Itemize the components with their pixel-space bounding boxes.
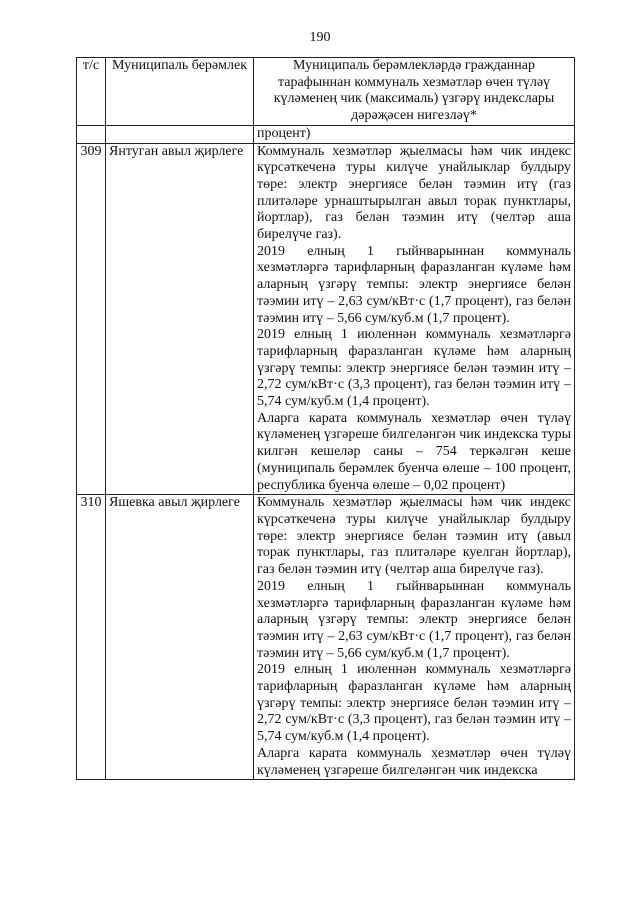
row-paragraph: 2019 елның 1 гыйнварыннан коммуналь хезмәтләргә тарифларның фаразланган күләме һәм аларның үзгәрү темпы: электр энергиясе белән тәэмин итү – 2,63 сум/кВт·с (1,7 процент), газ белән тәэмин итү – 5,66 сум/куб.м (1,7 процент).: [257, 578, 571, 661]
table-row: [77, 143, 575, 495]
row-paragraph: Аларга карата коммуналь хезмәтләр өчен түләү күләменең үзгәреше билгеләнгән чик индекска туры килгән кешеләр саны – 754 теркәлгән кеше (муниципаль берәмлек буенча өлеше – 100 процент, республика буенча өлеше – 0,02 процент): [257, 410, 571, 493]
header-municipality: Муниципаль берәмлек: [106, 58, 254, 126]
table-row: [77, 495, 575, 780]
row-number: 309: [77, 143, 106, 495]
header-description: Муниципаль берәмлекләрдә гражданнар тарафыннан коммуналь хезмәтләр өчен түләү күләменең чик (максималь) үзгәрү индекслары дәрәҗәсен нигезләү*: [254, 58, 575, 126]
table-header-row: [77, 58, 575, 126]
row-municipality: Янтуган авыл җирлеге: [106, 143, 254, 495]
utility-index-table: [76, 57, 575, 780]
row-paragraph: 2019 елның 1 гыйнварыннан коммуналь хезмәтләргә тарифларның фаразланган күләме һәм аларның үзгәрү темпы: электр энергиясе белән тәэмин итү – 2,63 сум/кВт·с (1,7 процент), газ белән тәэмин итү – 5,66 сум/куб.м (1,7 процент).: [257, 243, 571, 326]
row-paragraph: Коммуналь хезмәтләр җыелмасы һәм чик индекс күрсәткеченә туры килүче унайлыклар булдыру төре: электр энергиясе белән тәэмин итү (газ плитәләре урнаштырылган авыл торак пунктлары, йортлар), газ белән тәэмин итү (челтәр аша бирелүче газ).: [257, 143, 571, 243]
row-paragraph: Коммуналь хезмәтләр җыелмасы һәм чик индекс күрсәткеченә туры килүче унайлыклар булдыру төре: электр энергиясе белән тәэмин итү (авыл торак пунктлары, газ плитәләре куелган йортлар), газ белән тәэмин итү (челтәр аша бирелүче газ).: [257, 495, 571, 578]
page-number: 190: [309, 30, 331, 45]
row-municipality: Яшевка авыл җирлеге: [106, 495, 254, 780]
continuation-row: [77, 125, 575, 143]
row-paragraph: 2019 елның 1 июленнән коммуналь хезмәтләргә тарифларның фаразланган күләме һәм аларның үзгәрү темпы: электр энергиясе белән тәэмин итү – 2,72 сум/кВт·с (3,3 процент), газ белән тәэмин итү – 5,74 сум/куб.м (1,4 процент).: [257, 662, 571, 745]
row-description: [254, 143, 575, 495]
row-paragraph: 2019 елның 1 июленнән коммуналь хезмәтләргә тарифларның фаразланган күләме һәм аларның үзгәрү темпы: электр энергиясе белән тәэмин итү – 2,72 сум/кВт·с (3,3 процент), газ белән тәэмин итү – 5,74 сум/куб.м (1,4 процент).: [257, 327, 571, 410]
row-number: 310: [77, 495, 106, 780]
row-description: [254, 495, 575, 780]
continuation-municipality-cell: [106, 125, 254, 143]
continuation-text: процент): [254, 125, 575, 143]
row-paragraph: Аларга карата коммуналь хезмәтләр өчен түләү күләменең үзгәреше билгеләнгән чик индекска: [257, 745, 571, 778]
continuation-number-cell: [77, 125, 106, 143]
header-number: т/с: [77, 58, 106, 126]
